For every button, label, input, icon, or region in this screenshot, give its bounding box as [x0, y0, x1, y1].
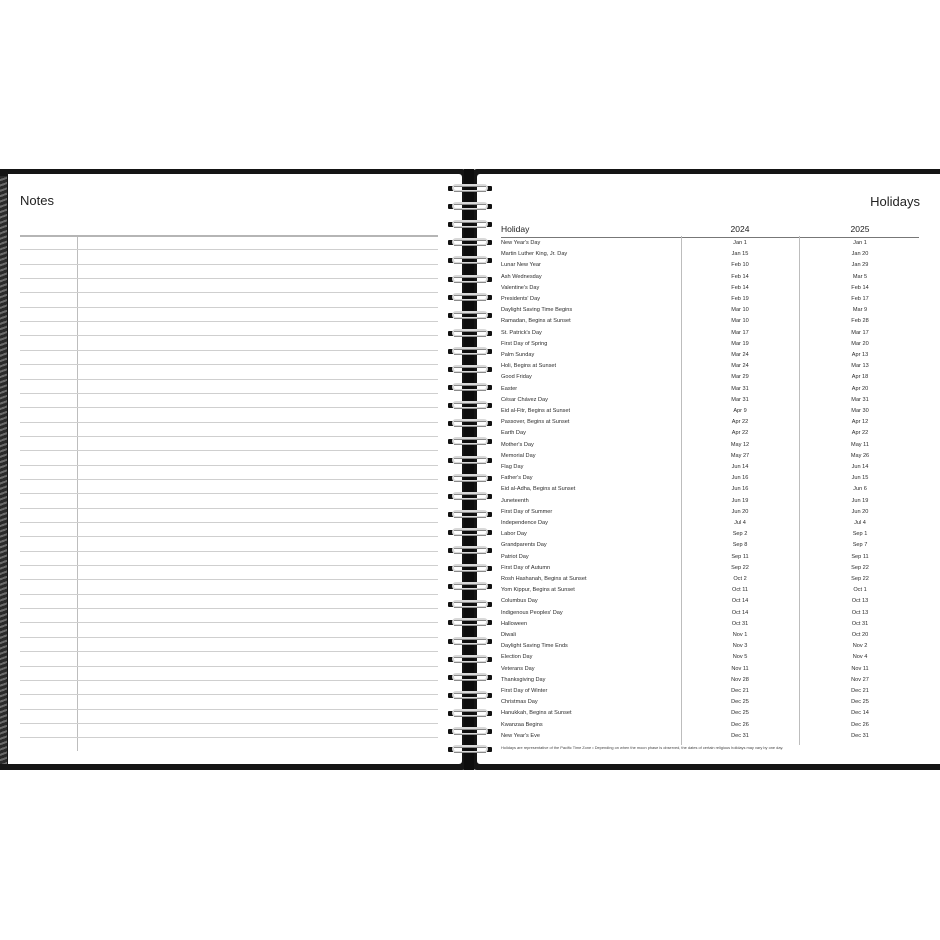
holiday-name: St. Patrick's Day [501, 329, 542, 336]
holiday-name: Juneteenth [501, 497, 529, 504]
spiral-coil [444, 581, 496, 592]
header-year-2025: 2025 [850, 224, 870, 234]
date-2024: Nov 1 [732, 632, 748, 638]
date-2025: Mar 5 [852, 273, 868, 280]
notes-line [20, 608, 438, 609]
date-2025: Apr 20 [851, 385, 869, 392]
date-2024: Jun 19 [731, 497, 749, 504]
holiday-name: Palm Sunday [501, 352, 535, 358]
holiday-name: Ramadan, Begins at Sunset [501, 318, 571, 325]
date-2025: Oct 31 [851, 620, 869, 627]
date-2025: Dec 31 [851, 732, 869, 739]
date-2024: Oct 11 [731, 587, 749, 594]
spiral-coil [444, 328, 496, 339]
table-row [501, 597, 919, 608]
date-2025: Jul 4 [854, 520, 866, 526]
spiral-coil [444, 509, 496, 520]
date-2025: Jun 6 [853, 486, 867, 493]
holiday-name: Christmas Day [501, 699, 538, 706]
spiral-coil [444, 690, 496, 701]
date-2024: May 12 [730, 441, 750, 448]
notes-line [20, 465, 438, 466]
table-row [501, 239, 919, 250]
date-2025: Dec 25 [851, 699, 869, 706]
date-2024: Dec 26 [731, 721, 749, 728]
table-row [501, 317, 919, 328]
table-row [501, 373, 919, 384]
table-row [501, 441, 919, 452]
notes-line [20, 264, 438, 265]
holiday-name: Holi, Begins at Sunset [501, 363, 557, 370]
table-row [501, 340, 919, 351]
date-2024: Sep 8 [732, 542, 748, 549]
date-2024: Nov 11 [731, 665, 749, 672]
date-2025: Jun 19 [851, 497, 869, 504]
date-2025: Mar 13 [851, 363, 869, 370]
date-2024: Oct 2 [733, 576, 747, 582]
holiday-name: Veterans Day [501, 665, 535, 672]
date-2024: Dec 31 [731, 732, 749, 739]
notes-line [20, 307, 438, 308]
spiral-coil [444, 726, 496, 737]
date-2025: Oct 1 [853, 587, 867, 594]
table-row [501, 306, 919, 317]
notes-line [20, 680, 438, 681]
table-row [501, 698, 919, 709]
date-2025: Dec 26 [851, 721, 869, 728]
table-row [501, 653, 919, 664]
table-row [501, 709, 919, 720]
table-row [501, 631, 919, 642]
holiday-name: First Day of Winter [501, 688, 548, 694]
date-2025: Oct 20 [851, 632, 869, 638]
table-row [501, 721, 919, 732]
notes-line [20, 436, 438, 437]
holiday-name: Diwali [501, 632, 516, 638]
spiral-coil [444, 744, 496, 755]
table-row [501, 609, 919, 620]
table-row [501, 642, 919, 653]
notes-line [20, 594, 438, 595]
table-row [501, 485, 919, 496]
holiday-name: Flag Day [501, 464, 524, 470]
spiral-coil [444, 563, 496, 574]
date-2025: Feb 28 [851, 318, 869, 325]
holiday-name: Easter [501, 385, 518, 392]
notes-page [8, 174, 462, 764]
date-2024: Jun 16 [731, 475, 749, 482]
notes-line [20, 694, 438, 695]
notes-line [20, 393, 438, 394]
holiday-name: First Day of Autumn [501, 564, 551, 571]
table-row [501, 665, 919, 676]
spiral-coil [444, 364, 496, 375]
table-row [501, 687, 919, 698]
notes-line [20, 522, 438, 523]
table-row [501, 497, 919, 508]
holiday-name: Father's Day [501, 475, 533, 482]
table-row [501, 530, 919, 541]
holiday-name: New Year's Day [501, 240, 541, 246]
footnote: Holidays are representative of the Pacific Time Zone • Depending on when the moon phase is observed, the dates of certain religious holidays may vary by one day. [501, 745, 784, 750]
spiral-coil [444, 382, 496, 393]
date-2024: Mar 31 [731, 385, 749, 392]
table-row [501, 575, 919, 586]
holiday-name: Rosh Hashanah, Begins at Sunset [501, 576, 587, 582]
date-2025: Apr 12 [851, 419, 869, 426]
holiday-name: Good Friday [501, 374, 532, 381]
date-2025: May 26 [850, 452, 870, 459]
spiral-coil [444, 672, 496, 683]
holiday-name: Eid al-Adha, Begins at Sunset [501, 486, 576, 493]
holiday-name: Martin Luther King, Jr. Day [501, 251, 568, 258]
date-2025: Jan 1 [853, 240, 867, 246]
date-2024: Nov 3 [732, 643, 748, 650]
holiday-name: Kwanzaa Begins [501, 721, 543, 728]
table-row [501, 273, 919, 284]
spiral-coil [444, 654, 496, 665]
date-2024: Feb 14 [731, 284, 749, 291]
table-row [501, 452, 919, 463]
date-2025: Nov 4 [852, 654, 868, 661]
holiday-name: Indigenous Peoples' Day [501, 609, 563, 616]
notes-line [20, 536, 438, 537]
date-2024: Mar 24 [731, 352, 749, 358]
header-holiday: Holiday [501, 224, 530, 234]
notes-line [20, 666, 438, 667]
table-row [501, 586, 919, 597]
holidays-page [477, 174, 940, 764]
date-2025: Sep 7 [852, 542, 868, 549]
spiral-coil [444, 491, 496, 502]
date-2024: Jul 4 [734, 520, 746, 526]
holiday-name: Daylight Saving Time Begins [501, 307, 573, 314]
table-row [501, 732, 919, 743]
spiral-coil [444, 636, 496, 647]
notes-line [20, 622, 438, 623]
date-2024: Mar 31 [731, 396, 749, 403]
date-2025: Jun 15 [851, 475, 869, 482]
date-2024: Mar 19 [731, 340, 749, 347]
holiday-name: Daylight Saving Time Ends [501, 643, 568, 650]
spiral-coil [444, 201, 496, 212]
date-2024: Sep 22 [731, 564, 749, 571]
date-2024: Oct 14 [731, 609, 749, 616]
table-row [501, 620, 919, 631]
holidays-title: Holidays [870, 194, 920, 209]
date-2025: Jun 14 [851, 464, 869, 470]
spiral-coil [444, 545, 496, 556]
date-2025: Nov 11 [851, 665, 869, 672]
spiral-coil [444, 708, 496, 719]
notes-title: Notes [20, 193, 54, 208]
date-2024: Feb 19 [731, 296, 749, 302]
date-2024: Feb 10 [731, 262, 749, 269]
table-row [501, 396, 919, 407]
table-row [501, 474, 919, 485]
notes-lines [20, 235, 438, 751]
holiday-name: New Year's Eve [501, 732, 541, 739]
date-2025: Oct 13 [851, 609, 869, 616]
table-header [501, 223, 919, 238]
spiral-coil [444, 527, 496, 538]
holiday-name: Mother's Day [501, 441, 534, 448]
holiday-name: Yom Kippur, Begins at Sunset [501, 587, 575, 594]
date-2025: Sep 11 [851, 553, 869, 560]
notes-line [20, 292, 438, 293]
notes-line [20, 407, 438, 408]
table-row [501, 329, 919, 340]
date-2025: Sep 22 [851, 564, 869, 571]
date-2025: Apr 18 [851, 374, 869, 381]
holiday-name: Eid al-Fitr, Begins at Sunset [501, 408, 571, 414]
date-2025: Dec 14 [851, 710, 869, 717]
spiral-coil [444, 274, 496, 285]
spiral-coil [444, 292, 496, 303]
table-row [501, 261, 919, 272]
date-2025: Jun 20 [851, 508, 869, 515]
date-2024: Mar 29 [731, 374, 749, 381]
date-2025: Dec 21 [851, 688, 869, 694]
spiral-coil [444, 418, 496, 429]
date-2024: Dec 25 [731, 699, 749, 706]
table-row [501, 284, 919, 295]
date-2025: Mar 17 [851, 329, 869, 336]
spiral-coil [444, 455, 496, 466]
notes-line [20, 364, 438, 365]
date-2025: Feb 14 [851, 284, 869, 291]
table-row [501, 676, 919, 687]
holiday-name: Passover, Begins at Sunset [501, 419, 570, 426]
notes-line [20, 379, 438, 380]
date-2024: Mar 10 [731, 318, 749, 325]
table-row [501, 407, 919, 418]
notes-line [20, 723, 438, 724]
holiday-name: Earth Day [501, 430, 526, 437]
holiday-name: Halloween [501, 620, 528, 627]
notes-line [20, 335, 438, 336]
date-2024: Jan 1 [733, 240, 747, 246]
table-row [501, 463, 919, 474]
notes-line [20, 737, 438, 738]
notes-line [20, 709, 438, 710]
date-2025: Apr 22 [851, 430, 869, 437]
date-2024: Oct 14 [731, 598, 749, 605]
notes-line [20, 350, 438, 351]
date-2025: Jan 20 [851, 251, 869, 258]
date-2025: Nov 2 [852, 643, 868, 650]
holiday-name: Valentine's Day [501, 284, 540, 291]
table-row [501, 429, 919, 440]
date-2024: May 27 [730, 452, 750, 459]
date-2025: Nov 27 [851, 676, 869, 683]
notes-line [20, 278, 438, 279]
notes-line [20, 637, 438, 638]
spiral-coil [444, 473, 496, 484]
date-2025: Mar 31 [851, 396, 869, 403]
spiral-binding [444, 183, 496, 758]
date-2024: Mar 17 [731, 329, 749, 336]
page-edges [0, 176, 7, 764]
spiral-coil [444, 219, 496, 230]
date-2024: Sep 2 [732, 531, 748, 538]
notes-line [20, 508, 438, 509]
spiral-coil [444, 599, 496, 610]
date-2024: Apr 22 [731, 430, 749, 437]
spiral-coil [444, 400, 496, 411]
holiday-name: Hanukkah, Begins at Sunset [501, 710, 572, 717]
date-2025: Mar 20 [851, 340, 869, 347]
table-row [501, 508, 919, 519]
holiday-name: Independence Day [501, 520, 548, 526]
date-2025: May 11 [851, 441, 869, 448]
date-2024: Nov 5 [732, 654, 748, 661]
table-row [501, 385, 919, 396]
date-2024: Apr 22 [731, 419, 749, 426]
notes-line [20, 579, 438, 580]
date-2024: Feb 14 [731, 273, 749, 280]
notes-line [20, 565, 438, 566]
date-2025: Feb 17 [851, 296, 869, 302]
holiday-name: Ash Wednesday [501, 273, 542, 280]
notes-line [20, 651, 438, 652]
date-2024: Jun 16 [731, 486, 749, 493]
spiral-coil [444, 237, 496, 248]
date-2024: Jun 20 [731, 508, 749, 515]
date-2025: Apr 13 [851, 352, 869, 358]
holiday-name: Election Day [501, 654, 533, 661]
spiral-coil [444, 346, 496, 357]
date-2024: Oct 31 [731, 620, 749, 627]
header-year-2024: 2024 [730, 224, 750, 234]
table-row [501, 553, 919, 564]
holiday-name: Memorial Day [501, 452, 536, 459]
date-2024: Sep 11 [731, 553, 749, 560]
holiday-name: Labor Day [501, 531, 527, 538]
table-row [501, 295, 919, 306]
date-2025: Jan 29 [851, 262, 869, 269]
date-2024: Mar 10 [731, 307, 749, 314]
table-row [501, 541, 919, 552]
date-2024: Mar 24 [731, 363, 749, 370]
holiday-name: Columbus Day [501, 598, 538, 605]
date-2025: Sep 1 [852, 531, 868, 538]
notes-line [20, 321, 438, 322]
date-2024: Jun 14 [731, 464, 749, 470]
holiday-name: Thanksgiving Day [501, 676, 546, 683]
date-2025: Oct 13 [851, 598, 869, 605]
holiday-name: First Day of Summer [501, 508, 553, 515]
holiday-name: Grandparents Day [501, 542, 547, 549]
date-2025: Mar 9 [852, 307, 868, 314]
spiral-coil [444, 436, 496, 447]
table-row [501, 564, 919, 575]
spiral-coil [444, 310, 496, 321]
notes-line [20, 235, 438, 237]
date-2025: Sep 22 [851, 576, 869, 582]
table-row [501, 519, 919, 530]
holiday-name: Presidents' Day [501, 296, 540, 302]
notes-line [20, 551, 438, 552]
table-row [501, 250, 919, 261]
spiral-coil [444, 255, 496, 266]
holiday-name: Patriot Day [501, 553, 529, 560]
date-2024: Dec 25 [731, 710, 749, 717]
holiday-name: First Day of Spring [501, 340, 548, 347]
spiral-coil [444, 617, 496, 628]
date-2025: Mar 30 [851, 408, 869, 414]
table-row [501, 351, 919, 362]
holiday-name: Lunar New Year [501, 262, 541, 269]
notes-line [20, 249, 438, 250]
notes-line [20, 450, 438, 451]
date-2024: Nov 28 [731, 676, 749, 683]
notes-line [20, 479, 438, 480]
table-row [501, 418, 919, 429]
notes-line [20, 422, 438, 423]
table-row [501, 362, 919, 373]
spiral-coil [444, 183, 496, 194]
date-2024: Jan 15 [731, 251, 749, 258]
date-2024: Dec 21 [731, 688, 749, 694]
date-2024: Apr 9 [733, 408, 747, 414]
holiday-name: César Chávez Day [501, 396, 548, 403]
notes-line [20, 493, 438, 494]
